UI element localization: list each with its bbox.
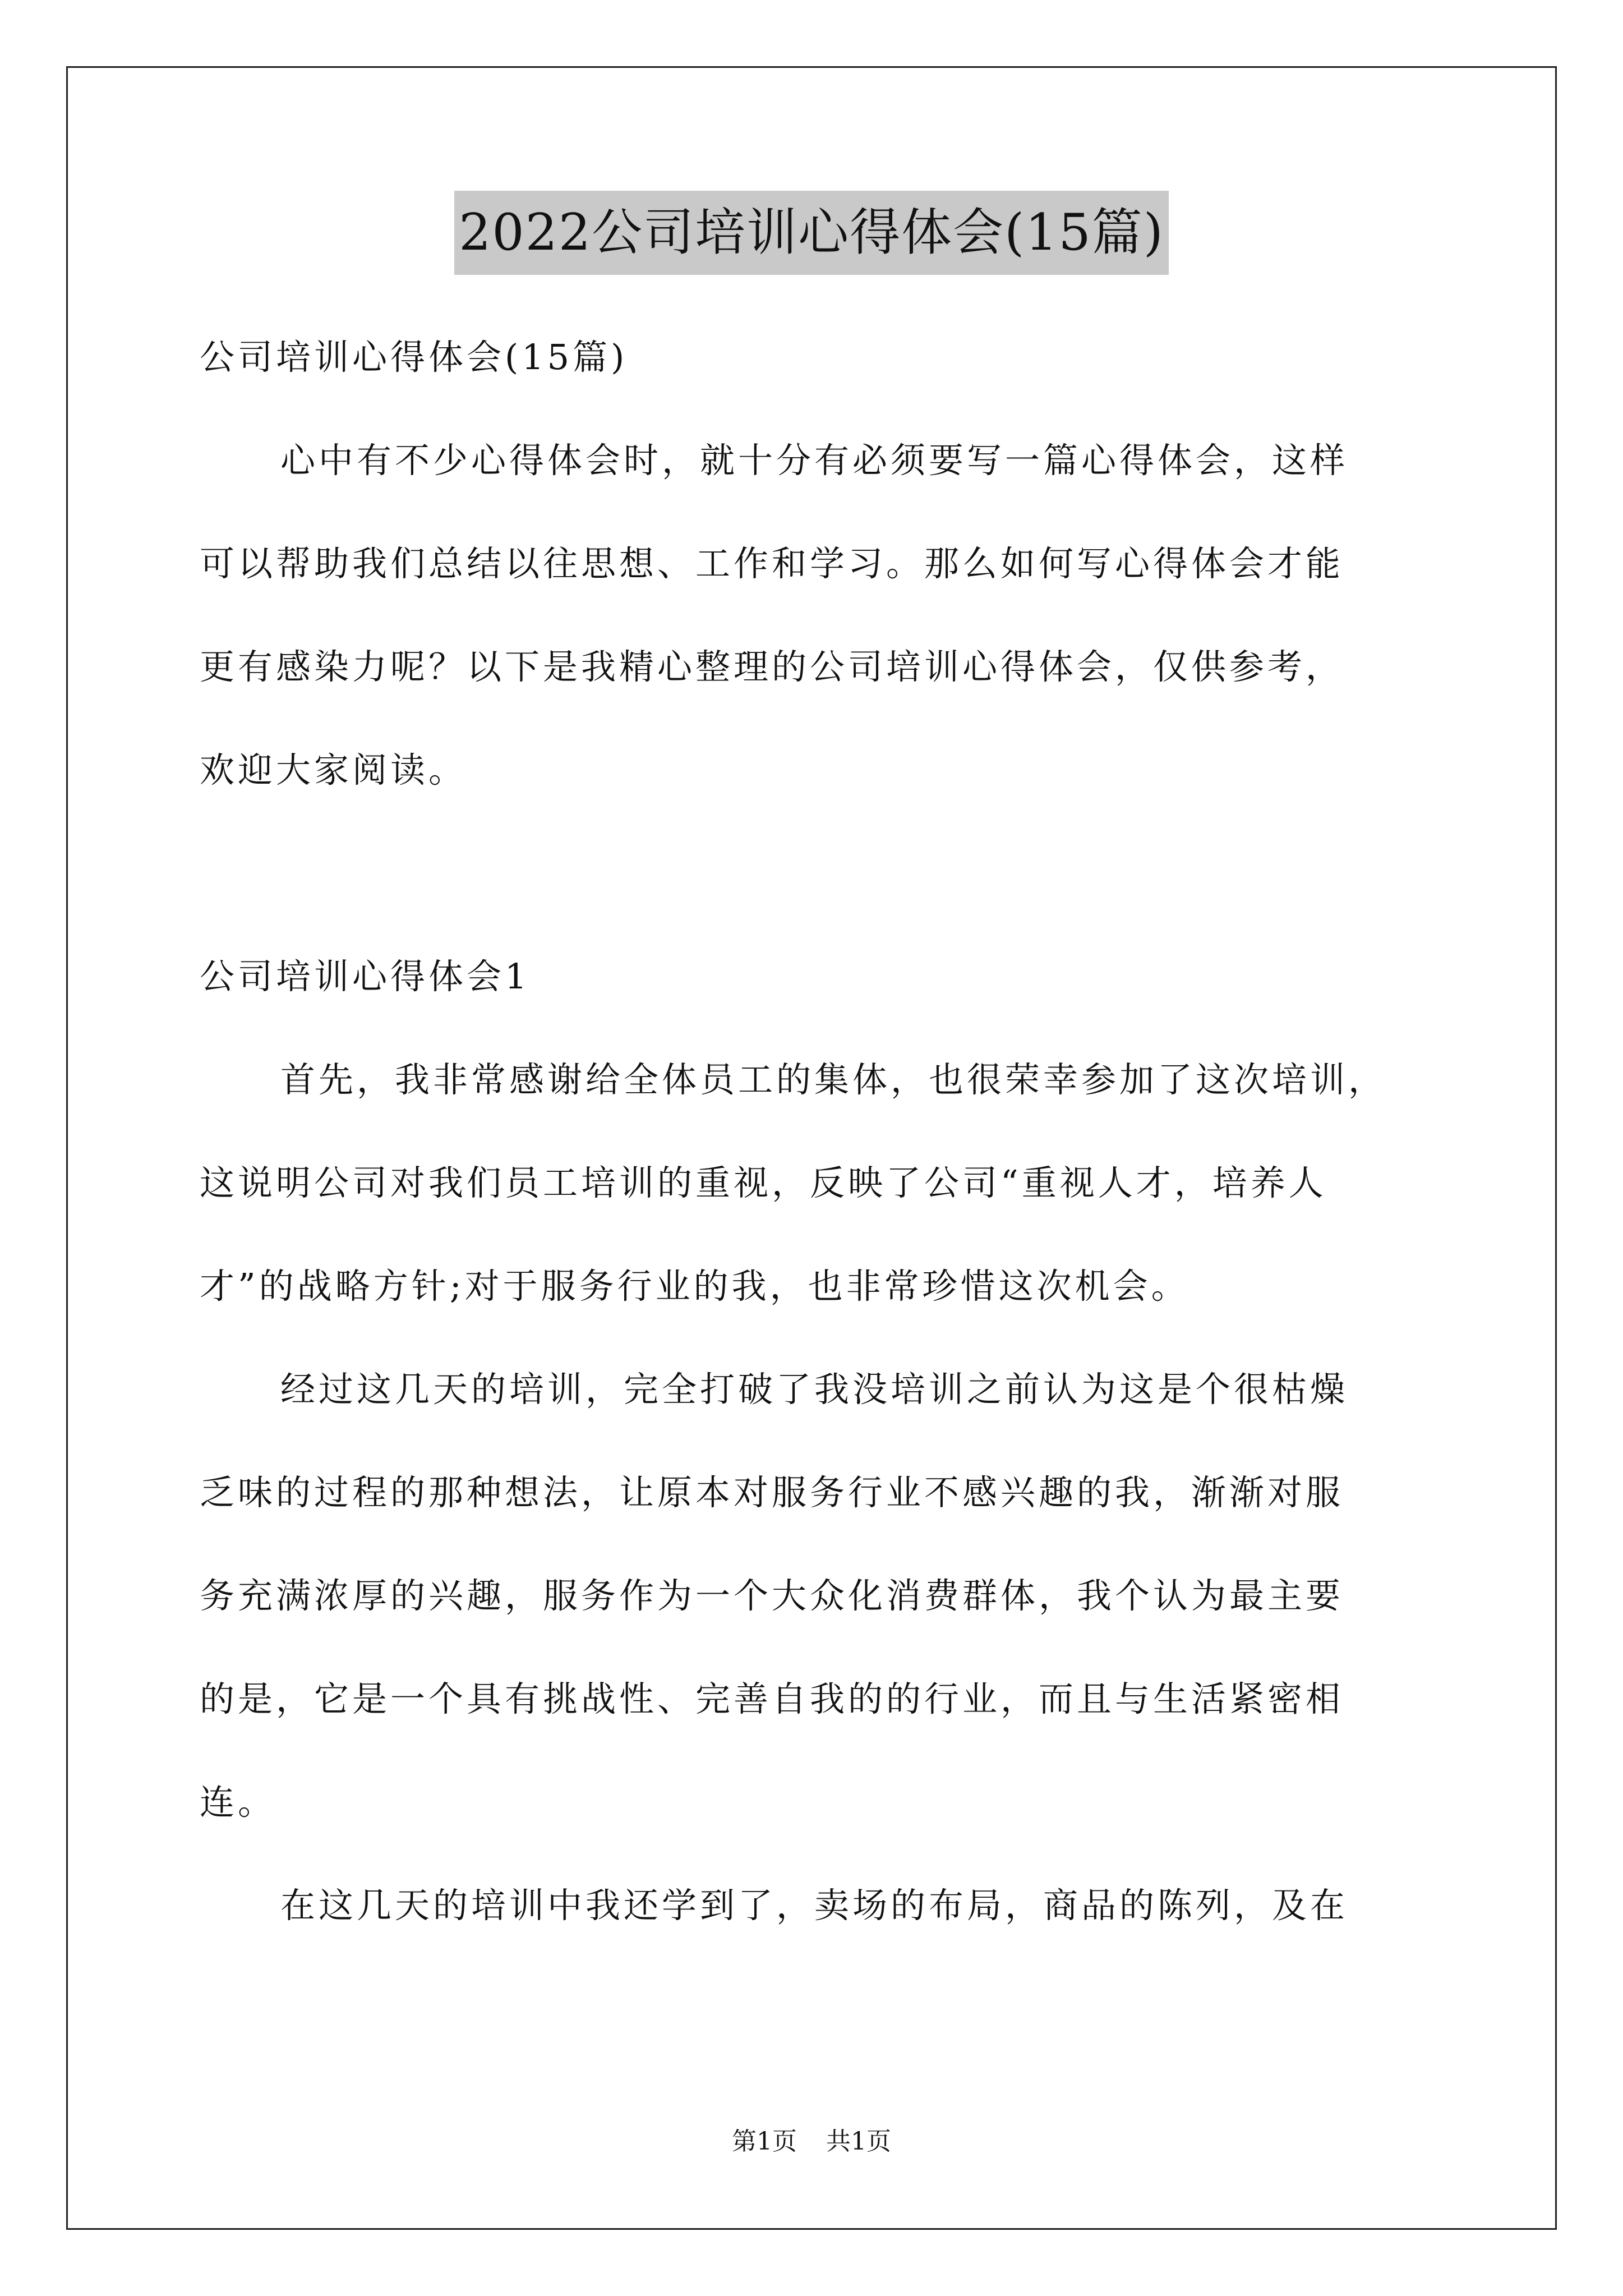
- paragraph-line: 务充满浓厚的兴趣，服务作为一个大众化消费群体，我个认为最主要: [200, 1575, 1344, 1616]
- section-spacer: [200, 822, 1433, 925]
- paragraph-line: 经过这几天的培训，完全打破了我没培训之前认为这是个很枯燥: [280, 1369, 1349, 1410]
- paragraph-line: 的是，它是一个具有挑战性、完善自我的的行业，而且与生活紧密相: [200, 1678, 1344, 1719]
- document-body: [200, 306, 1433, 1957]
- title-wrap: [0, 191, 1623, 275]
- page-number-total: 共1页: [826, 2127, 891, 2156]
- paragraph-line: 首先，我非常感谢给全体员工的集体，也很荣幸参加了这次培训，: [280, 1059, 1387, 1100]
- paragraph-line: 在这几天的培训中我还学到了，卖场的布局，商品的陈列，及在: [280, 1885, 1349, 1926]
- paragraph-line: 这说明公司对我们员工培训的重视，反映了公司“重视人才，培养人: [200, 1162, 1327, 1203]
- intro-line: 可以帮助我们总结以往思想、工作和学习。那么如何写心得体会才能: [200, 543, 1344, 584]
- intro-line: 心中有不少心得体会时，就十分有必须要写一篇心得体会，这样: [280, 440, 1349, 481]
- paragraph-line: 乏味的过程的那种想法，让原本对服务行业不感兴趣的我，渐渐对服: [200, 1472, 1344, 1513]
- page-number-current: 第1页: [732, 2127, 797, 2156]
- paragraph-line: 才”的战略方针;对于服务行业的我，也非常珍惜这次机会。: [200, 1266, 1189, 1306]
- intro-line: 更有感染力呢？以下是我精心整理的公司培训心得体会，仅供参考，: [200, 646, 1344, 687]
- paragraph-line: 连。: [200, 1782, 276, 1823]
- document-title: 2022公司培训心得体会(15篇): [454, 191, 1169, 275]
- page-footer: [0, 2125, 1623, 2159]
- document-subtitle: 公司培训心得体会(15篇): [200, 337, 628, 378]
- intro-line: 欢迎大家阅读。: [200, 749, 467, 790]
- section-heading: 公司培训心得体会1: [200, 956, 531, 997]
